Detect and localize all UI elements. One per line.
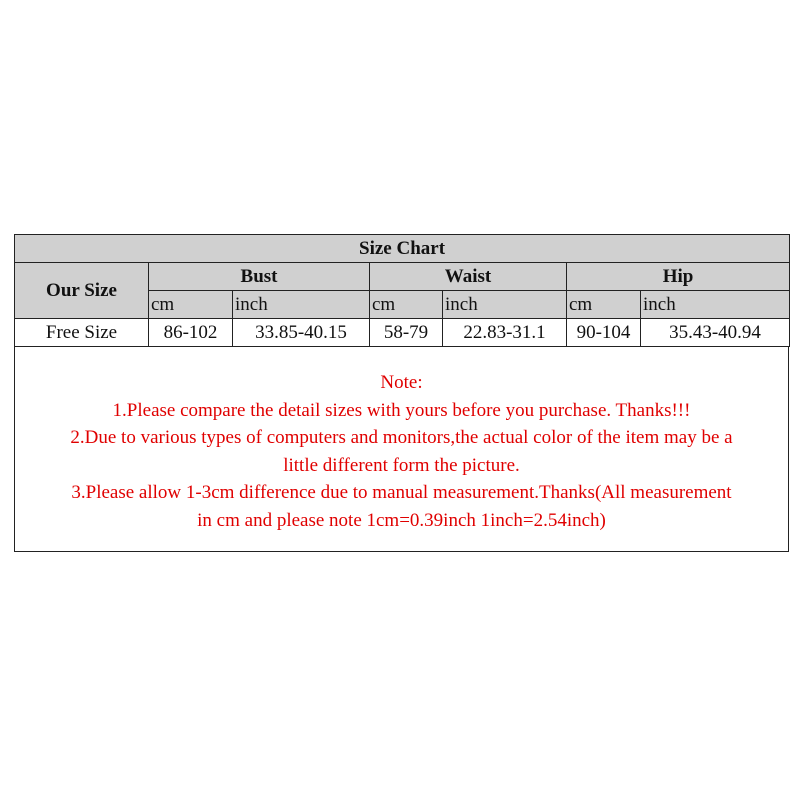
table-row: [15, 319, 790, 347]
note-line-2b: little different form the picture.: [283, 454, 520, 476]
hip-inch-header: inch: [641, 291, 790, 319]
note-line-3a: 3.Please allow 1-3cm difference due to manual measurement.Thanks(All measurement: [71, 482, 732, 503]
hip-header: Hip: [567, 263, 790, 291]
group-header-row: [15, 263, 790, 291]
note-box: [14, 347, 789, 552]
title-row: [15, 235, 790, 263]
waist-inch-header: inch: [443, 291, 567, 319]
hip-cm-cell: 90-104: [567, 319, 641, 347]
table-title: Size Chart: [15, 235, 790, 263]
size-chart-table: [14, 234, 790, 347]
waist-header: Waist: [370, 263, 567, 291]
bust-header: Bust: [149, 263, 370, 291]
note-title: Note:: [380, 372, 423, 393]
note-line-1: 1.Please compare the detail sizes with yours before you purchase. Thanks!!!: [112, 399, 691, 421]
bust-inch-cell: 33.85-40.15: [233, 319, 370, 347]
waist-inch-cell: 22.83-31.1: [443, 319, 567, 347]
bust-inch-header: inch: [233, 291, 370, 319]
hip-cm-header: cm: [567, 291, 641, 319]
note-line-3b: in cm and please note 1cm=0.39inch 1inch=2.54inch): [197, 509, 606, 531]
size-cell: Free Size: [15, 319, 149, 347]
our-size-header: Our Size: [15, 263, 149, 319]
bust-cm-header: cm: [149, 291, 233, 319]
hip-inch-cell: 35.43-40.94: [641, 319, 790, 347]
waist-cm-cell: 58-79: [370, 319, 443, 347]
bust-cm-cell: 86-102: [149, 319, 233, 347]
waist-cm-header: cm: [370, 291, 443, 319]
note-line-2a: 2.Due to various types of computers and monitors,the actual color of the item may be a: [70, 427, 733, 448]
